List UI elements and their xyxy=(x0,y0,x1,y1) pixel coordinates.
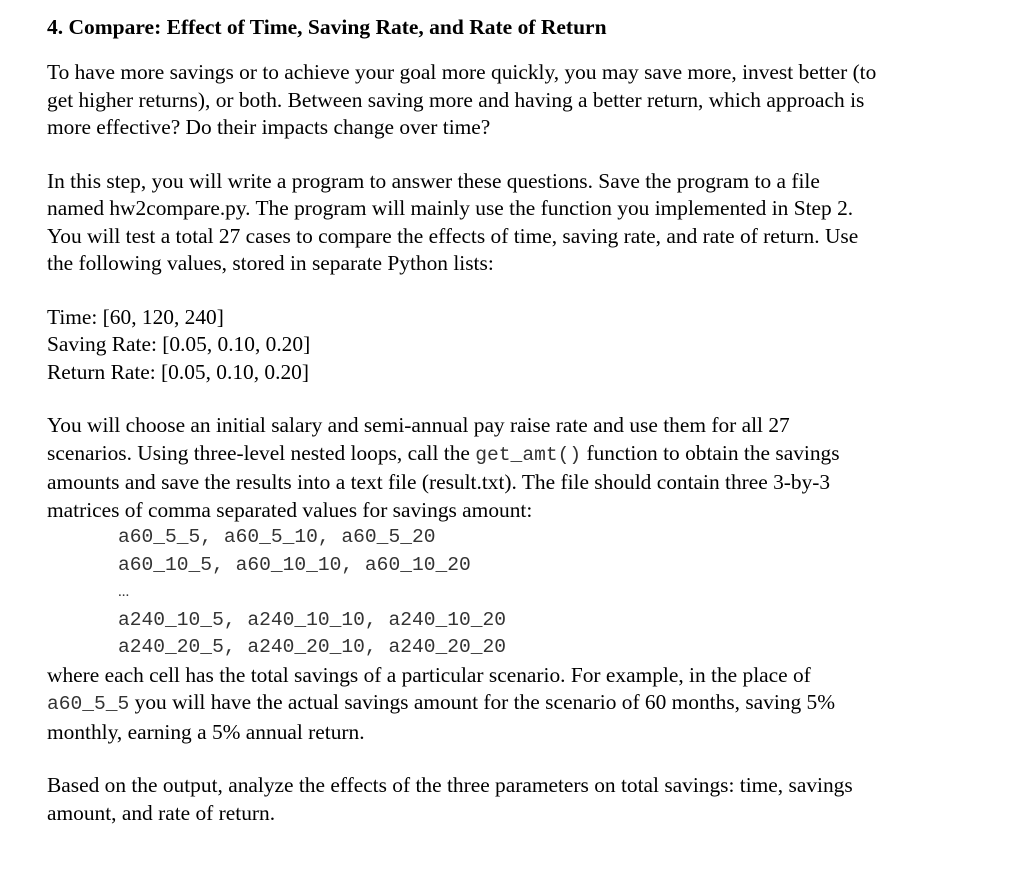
where-line: monthly, earning a 5% annual return. xyxy=(47,719,365,744)
step-paragraph xyxy=(47,168,1007,278)
where-line xyxy=(47,689,1007,719)
saving-rate-list: Saving Rate: [0.05, 0.10, 0.20] xyxy=(47,332,311,356)
choose-text: function to obtain the savings xyxy=(581,440,840,465)
analysis-line: amount, and rate of return. xyxy=(47,800,276,825)
choose-paragraph xyxy=(47,412,1007,524)
matrix-code-block xyxy=(47,524,1007,662)
section-heading: 4. Compare: Effect of Time, Saving Rate, and Rate of Return xyxy=(47,15,607,39)
matrix-row: a60_5_5, a60_5_10, a60_5_20 xyxy=(118,526,436,548)
where-text: you will have the actual savings amount for the scenario of 60 months, saving 5% xyxy=(129,690,836,714)
matrix-row: a240_10_5, a240_10_10, a240_10_20 xyxy=(118,608,507,631)
step-line: the following values, stored in separate Python lists: xyxy=(47,251,494,275)
matrix-row: a60_10_5, a60_10_10, a60_10_20 xyxy=(118,553,471,576)
choose-line xyxy=(47,440,1007,470)
step-line: You will test a total 27 cases to compare the effects of time, saving rate, and rate of return. Use xyxy=(47,223,859,248)
cell-name-code: a60_5_5 xyxy=(47,693,130,715)
choose-line: You will choose an initial salary and semi-annual pay raise rate and use them for all 27 xyxy=(47,413,790,437)
analysis-line: Based on the output, analyze the effects of the three parameters on total savings: time, savings xyxy=(47,773,853,797)
where-paragraph xyxy=(47,662,1007,747)
time-list: Time: [60, 120, 240] xyxy=(47,304,224,329)
function-name-code: get_amt() xyxy=(475,443,582,466)
intro-line: more effective? Do their impacts change over time? xyxy=(47,115,491,139)
parameter-lists xyxy=(47,304,1007,387)
step-line: In this step, you will write a program to answer these questions. Save the program to a file xyxy=(47,168,820,193)
where-line: where each cell has the total savings of a particular scenario. For example, in the place of xyxy=(47,662,811,687)
intro-line: get higher returns), or both. Between saving more and having a better return, which approach is xyxy=(47,87,865,112)
return-rate-list: Return Rate: [0.05, 0.10, 0.20] xyxy=(47,359,309,384)
intro-line: To have more savings or to achieve your goal more quickly, you may save more, invest better (to xyxy=(47,60,877,84)
choose-line: amounts and save the results into a text file (result.txt). The file should contain three 3-by-3 xyxy=(47,470,831,494)
intro-paragraph xyxy=(47,59,1007,142)
analysis-paragraph xyxy=(47,772,1007,827)
step-line: named hw2compare.py. The program will mainly use the function you implemented in Step 2. xyxy=(47,196,854,220)
matrix-ellipsis: ... xyxy=(118,584,130,600)
choose-line: matrices of comma separated values for savings amount: xyxy=(47,497,533,522)
matrix-row: a240_20_5, a240_20_10, a240_20_20 xyxy=(118,636,507,658)
assignment-page xyxy=(47,14,1007,827)
choose-text: scenarios. Using three-level nested loops, call the xyxy=(47,440,476,465)
